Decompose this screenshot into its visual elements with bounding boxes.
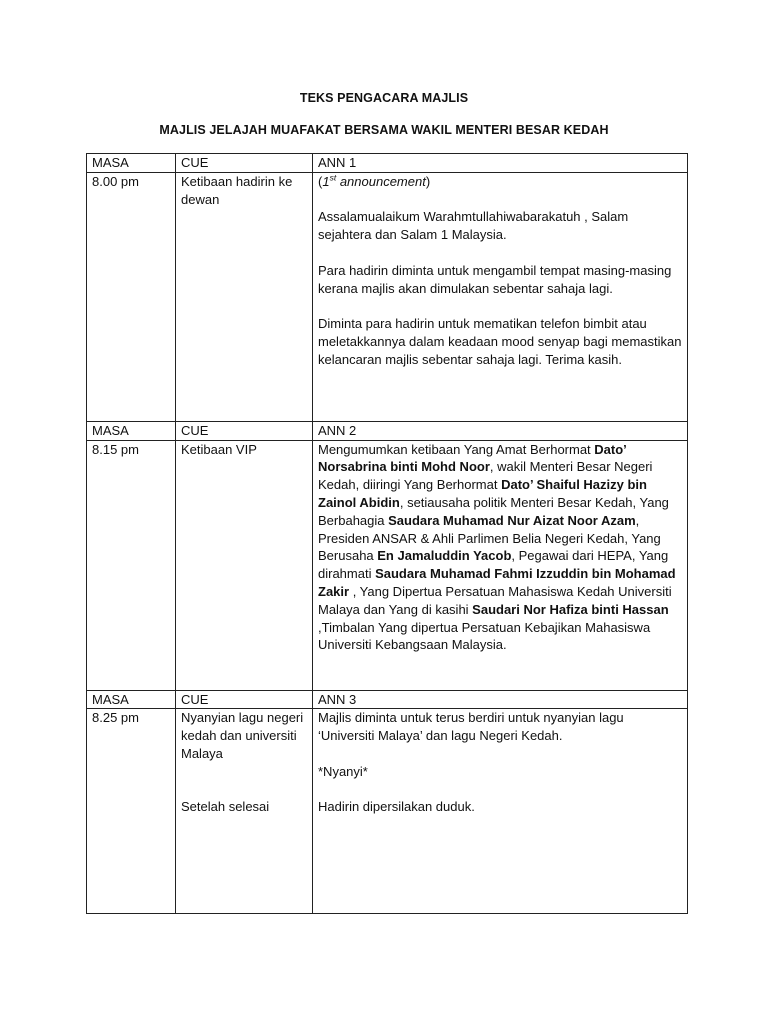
- announcement-paragraph: *Nyanyi*: [318, 763, 368, 779]
- cue-cell: Ketibaan VIP: [176, 440, 313, 690]
- table-row: [87, 709, 688, 914]
- announcement-paragraph: Hadirin dipersilakan duduk.: [318, 799, 475, 815]
- vip-name: Saudara Muhamad Fahmi Izzuddin bin Mohamad Zakir: [318, 566, 676, 599]
- table-row: [87, 440, 688, 690]
- header-cue: CUE: [176, 421, 313, 440]
- header-cue: CUE: [176, 690, 313, 709]
- announcement-cell: [313, 709, 688, 914]
- announcement-cell: [313, 440, 688, 690]
- announcement-paragraph: Para hadirin diminta untuk mengambil tempat masing-masing kerana majlis akan dimulakan sebentar sahaja lagi.: [318, 262, 672, 296]
- header-ann: ANN 1: [313, 154, 688, 173]
- time-cell: 8.15 pm: [87, 440, 176, 690]
- vip-name: Dato’ Shaiful Hazizy bin Zainol Abidin: [318, 477, 647, 510]
- announcement-paragraph: Mengumumkan ketibaan Yang Amat Berhormat Dato’ Norsabrina binti Mohd Noor, wakil Menteri Besar Negeri Kedah, diiringi Yang Berhormat Dato’ Shaiful Hazizy bin Zainol Abidin, setiausaha politik Menteri Besar Kedah, Yang Berbahagia Saudara Muhamad Nur Aizat Noor Azam, Presiden ANSAR & Ahli Parlimen Belia Negeri Kedah, Yang Berusaha En Jamaluddin Yacob, Pegawai dari HEPA, Yang dirahmati Saudara Muhamad Fahmi Izzuddin bin Mohamad Zakir , Yang Dipertua Persatuan Mahasiswa Kedah Universiti Malaya dan Yang di kasihi Saudari Nor Hafiza binti Hassan ,Timbalan Yang dipertua Persatuan Kebajikan Mahasiswa Universiti Kebangsaan Malaysia.: [318, 441, 676, 653]
- vip-name: Dato’ Norsabrina binti Mohd Noor: [318, 441, 627, 475]
- cue-text: Setelah selesai: [181, 799, 270, 815]
- script-table: [86, 153, 688, 914]
- document-subtitle: MAJLIS JELAJAH MUAFAKAT BERSAMA WAKIL MENTERI BESAR KEDAH: [159, 123, 609, 137]
- cue-cell: [176, 709, 313, 914]
- table-header-row: [87, 690, 688, 709]
- header-cue: CUE: [176, 154, 313, 173]
- time-cell: 8.00 pm: [87, 172, 176, 421]
- vip-name: Saudari Nor Hafiza binti Hassan: [472, 601, 669, 617]
- header-masa: MASA: [87, 690, 176, 709]
- vip-name: Saudara Muhamad Nur Aizat Noor Azam: [388, 512, 636, 528]
- table-row: [87, 172, 688, 421]
- announcement-paragraph: Diminta para hadirin untuk mematikan telefon bimbit atau meletakkannya dalam keadaan mood senyap bagi memastikan kelancaran majlis sebentar sahaja lagi. Terima kasih.: [318, 316, 682, 367]
- announcement-paragraph: Assalamualaikum Warahmtullahiwabarakatuh , Salam sejahtera dan Salam 1 Malaysia.: [318, 209, 629, 243]
- vip-name: En Jamaluddin Yacob: [377, 548, 512, 564]
- document-title: TEKS PENGACARA MAJLIS: [299, 91, 469, 105]
- announcement-cell: [313, 172, 688, 421]
- header-ann: ANN 2: [313, 421, 688, 440]
- header-masa: MASA: [87, 154, 176, 173]
- header-ann: ANN 3: [313, 690, 688, 709]
- cue-text: Nyanyian lagu negeri kedah dan universiti Malaya: [181, 710, 304, 761]
- announcement-paragraph: Majlis diminta untuk terus berdiri untuk nyanyian lagu ‘Universiti Malaya’ dan lagu Negeri Kedah.: [318, 710, 624, 744]
- header-masa: MASA: [87, 421, 176, 440]
- announcement-note: (1st announcement): [318, 172, 431, 189]
- cue-cell: Ketibaan hadirin ke dewan: [176, 172, 313, 421]
- table-header-row: [87, 154, 688, 173]
- table-header-row: [87, 421, 688, 440]
- time-cell: 8.25 pm: [87, 709, 176, 914]
